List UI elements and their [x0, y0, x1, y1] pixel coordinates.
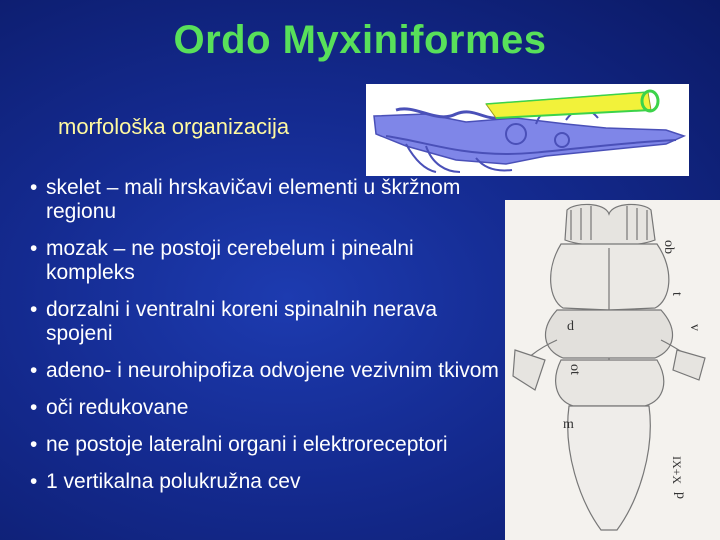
bullet-item: • ne postoje lateralni organi i elektroreceptori [30, 433, 448, 456]
brain-illustration [505, 200, 720, 540]
skeleton-illustration [366, 84, 689, 176]
label-d: d [567, 319, 574, 334]
bullet-item: • adeno- i neurohipofiza odvojene vezivnim tkivom [30, 359, 499, 382]
label-t: t [669, 292, 684, 296]
label-ix-x: IX+X [670, 456, 684, 485]
bullet-item: • dorzalni i ventralni koreni spinalnih nerava spojeni [30, 298, 438, 345]
label-p: p [673, 492, 688, 499]
label-ot: ot [567, 364, 582, 375]
label-v: v [687, 324, 702, 331]
slide-subtitle: morfološka organizacija [58, 114, 290, 139]
bullet-list [30, 176, 505, 507]
skull-shape [374, 114, 684, 164]
label-m: m [563, 417, 574, 432]
label-ob: ob [661, 240, 676, 254]
bullet-item: • skelet – mali hrskavičavi elementi u škržnom regionu [30, 176, 461, 223]
bullet-item: • oči redukovane [30, 396, 189, 419]
bullet-item: • mozak – ne postoji cerebelum i pinealni kompleks [30, 237, 414, 284]
bullet-item: • 1 vertikalna polukružna cev [30, 470, 301, 493]
slide-title: Ordo Myxiniformes [173, 18, 547, 62]
